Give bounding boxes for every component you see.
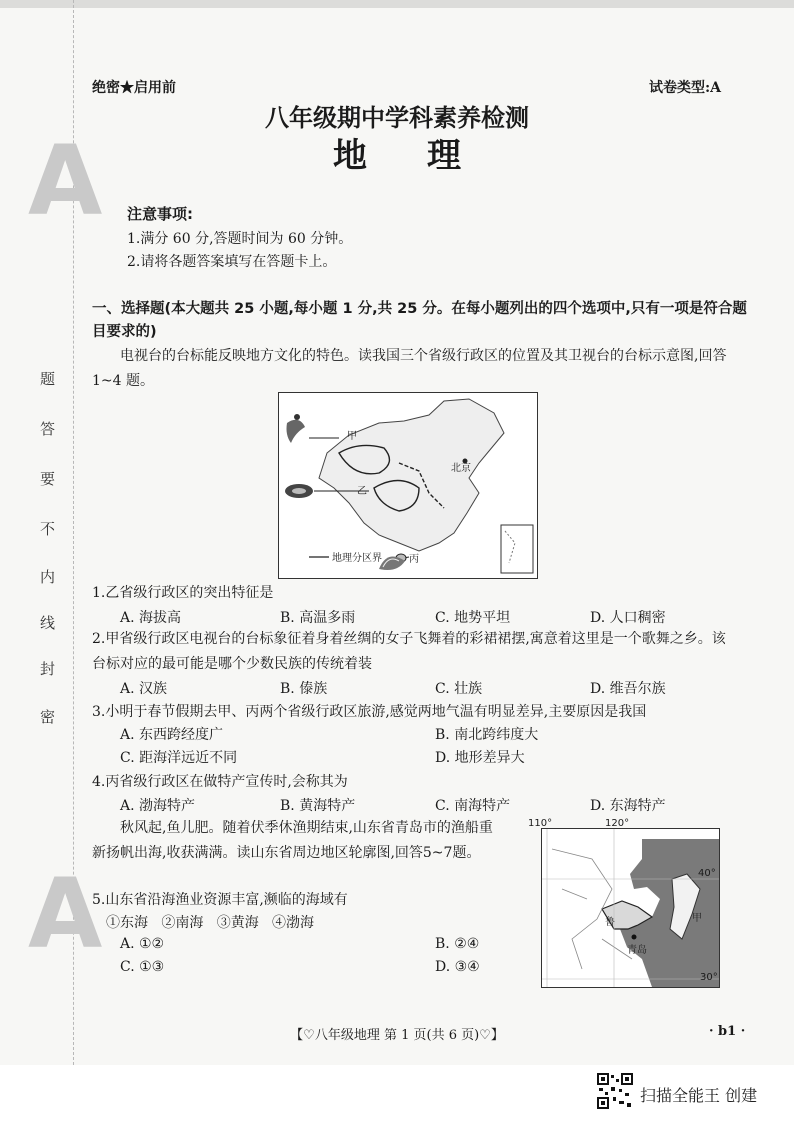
- paper-type-label: 试卷类型:A: [649, 80, 722, 96]
- page-footer: 【♡八年级地理 第 1 页(共 6 页)♡】: [290, 1028, 504, 1043]
- seal-char: 不: [40, 520, 56, 538]
- option: A. 海拔高: [120, 610, 182, 626]
- option: B. 傣族: [280, 681, 328, 697]
- option: B. ②④: [435, 936, 480, 952]
- lat-40-label: 40°: [698, 868, 716, 879]
- option: A. 渤海特产: [120, 798, 196, 814]
- page-id: · b1 ·: [709, 1024, 746, 1039]
- section-heading: 一、选择题(本大题共 25 小题,每小题 1 分,共 25 分。在每小题列出的四个选项中,只有一项是符合题目要求的): [92, 301, 747, 340]
- shandong-map: [542, 829, 719, 987]
- option: A. 东西跨经度广: [120, 727, 224, 743]
- option: C. 南海特产: [435, 798, 511, 814]
- label-lu: 鲁: [605, 917, 615, 928]
- qingdao-dot: [632, 935, 637, 940]
- label-qingdao: 青岛: [627, 945, 647, 956]
- option: C. 地势平坦: [435, 610, 511, 626]
- option: C. 壮族: [435, 681, 483, 697]
- seal-char: 密: [40, 708, 56, 726]
- option: B. 南北跨纬度大: [435, 727, 539, 743]
- jia-tv-logo: [287, 414, 306, 443]
- seal-char: 封: [40, 660, 56, 678]
- yi-tv-logo: [285, 484, 313, 498]
- paper-type-watermark: A: [28, 125, 103, 237]
- option: D. 东海特产: [590, 798, 666, 814]
- question-stem: 5.山东省沿海渔业资源丰富,濒临的海域有: [92, 892, 348, 908]
- option: A. ①②: [120, 936, 165, 952]
- subject-title: 地理: [333, 136, 521, 176]
- lat-30-label: 30°: [700, 972, 718, 983]
- note-item: 1.满分 60 分,答题时间为 60 分钟。: [127, 231, 353, 247]
- china-outline: [319, 399, 504, 551]
- confidential-label: 绝密★启用前: [92, 80, 176, 96]
- scanner-watermark: 扫描全能王 创建: [640, 1086, 758, 1105]
- china-map: [279, 393, 537, 578]
- paper-type-watermark: A: [28, 858, 103, 970]
- lon-110-label: 110°: [528, 818, 553, 829]
- seal-char: 答: [40, 420, 56, 438]
- shandong-map-figure: [541, 828, 720, 988]
- label-bing: 丙: [409, 554, 419, 565]
- notes-heading: 注意事项:: [127, 205, 193, 223]
- legend-text: 地理分区界: [332, 553, 382, 564]
- paper-edge: [0, 0, 794, 8]
- option: D. 地形差异大: [435, 750, 525, 766]
- option: D. 人口稠密: [590, 610, 666, 626]
- china-map-figure: [278, 392, 538, 579]
- question-stem: 2.甲省级行政区电视台的台标象征着身着丝绸的女子飞舞着的彩裙裙摆,寓意着这里是一个歌舞之乡。该台标对应的最可能是哪个少数民族的传统着装: [92, 631, 726, 672]
- passage-intro-2: 秋风起,鱼儿肥。随着伏季休渔期结束,山东省青岛市的渔船重新扬帆出海,收获满满。读山东省周边地区轮廓图,回答5~7题。: [92, 820, 493, 861]
- exam-title: 八年级期中学科素养检测: [265, 103, 529, 132]
- note-item: 2.请将各题答案填写在答题卡上。: [127, 254, 337, 270]
- question-choices: ①东海 ②南海 ③黄海 ④渤海: [106, 915, 315, 931]
- seal-char: 线: [40, 614, 56, 632]
- qr-code-icon: [597, 1073, 633, 1109]
- question-stem: 4.丙省级行政区在做特产宣传时,会称其为: [92, 774, 348, 790]
- option: C. ①③: [120, 959, 165, 975]
- passage-intro: 电视台的台标能反映地方文化的特色。读我国三个省级行政区的位置及其卫视台的台标示意图,回答 1~4 题。: [92, 348, 727, 389]
- option: B. 黄海特产: [280, 798, 356, 814]
- seal-char: 要: [40, 470, 56, 488]
- label-yi: 乙: [357, 486, 367, 497]
- lon-120-label: 120°: [605, 818, 630, 829]
- seal-char: 题: [40, 370, 56, 388]
- question-stem: 1.乙省级行政区的突出特征是: [92, 585, 274, 601]
- seal-char: 内: [40, 568, 56, 586]
- label-jia: 甲: [347, 431, 357, 442]
- label-beijing: 北京: [451, 463, 471, 474]
- option: C. 距海洋远近不同: [120, 750, 238, 766]
- option: A. 汉族: [120, 681, 168, 697]
- question-stem: 3.小明于春节假期去甲、丙两个省级行政区旅游,感觉两地气温有明显差异,主要原因是我国: [92, 704, 647, 720]
- option: B. 高温多雨: [280, 610, 356, 626]
- label-jia-sea: 甲: [692, 913, 702, 924]
- option: D. ③④: [435, 959, 480, 975]
- option: D. 维吾尔族: [590, 681, 666, 697]
